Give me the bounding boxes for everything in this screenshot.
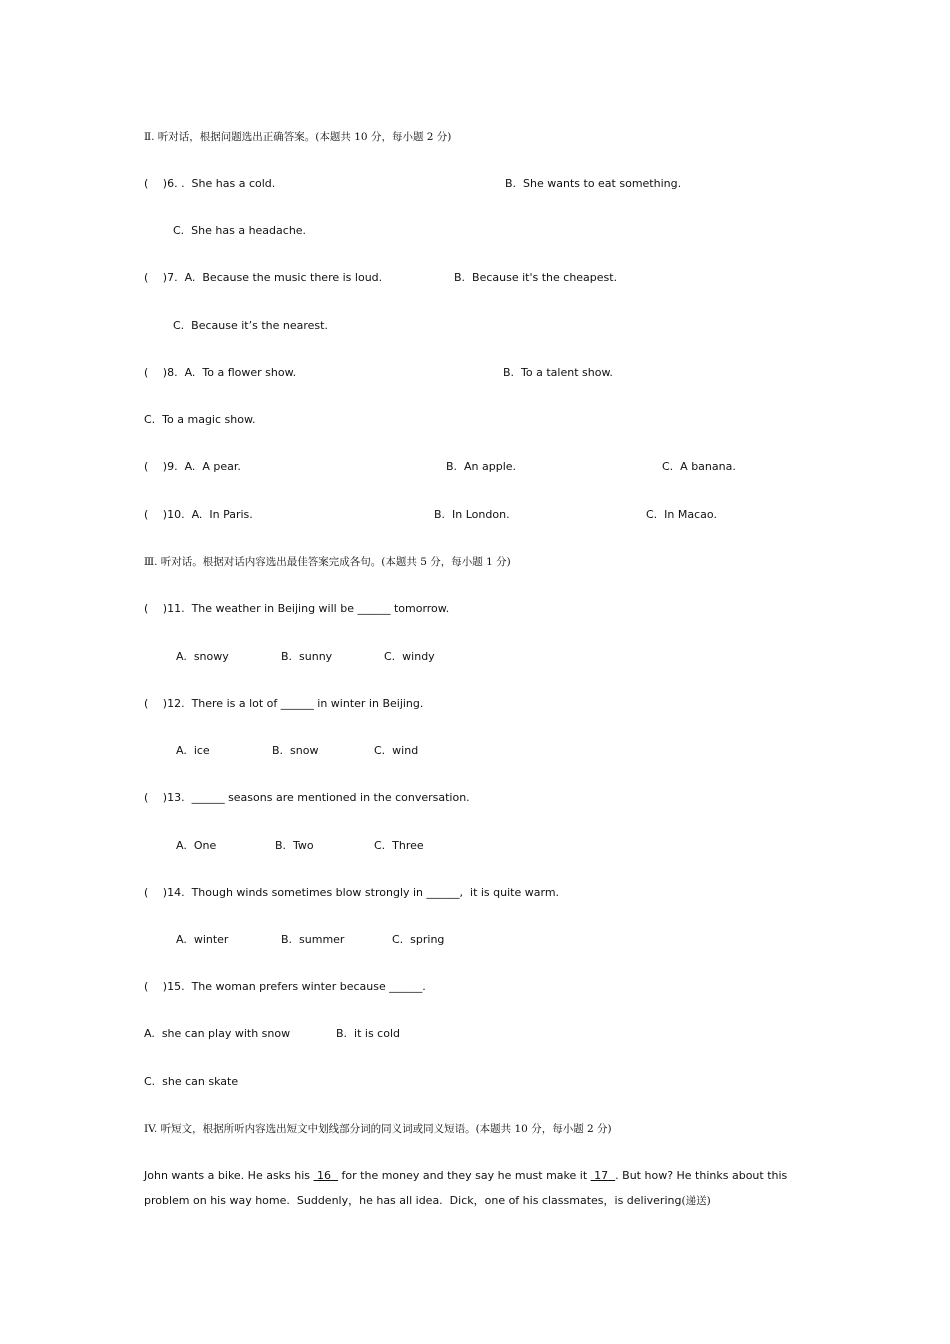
question-7-option-c: C. Because it’s the nearest. — [173, 319, 328, 332]
question-12-option-c: C. wind — [374, 744, 419, 757]
question-14-option-a: A. winter — [176, 933, 229, 946]
question-10-stem: ( )10. A. In Paris. — [144, 508, 253, 521]
question-11-option-b: B. sunny — [281, 650, 333, 663]
passage-text: John wants a bike. He asks his — [144, 1169, 314, 1182]
question-6-stem: ( )6. . She has a cold. — [144, 177, 276, 190]
question-15-option-a: A. she can play with snow — [144, 1027, 291, 1040]
question-15-option-b: B. it is cold — [336, 1027, 401, 1040]
question-13-stem: ( )13. ______ seasons are mentioned in the conversation. — [144, 791, 470, 804]
question-9-option-b: B. An apple. — [446, 460, 517, 473]
question-9-option-c: C. A banana. — [662, 460, 736, 473]
question-15-option-c: C. she can skate — [144, 1075, 239, 1088]
question-13-option-b: B. Two — [275, 839, 314, 852]
passage-gloss: (递送) — [681, 1195, 711, 1207]
section-2-heading: Ⅱ. 听对话，根据问题选出正确答案。(本题共 10 分，每小题 2 分) — [144, 131, 452, 143]
question-6-option-c: C. She has a headache. — [173, 224, 307, 237]
question-14-option-c: C. spring — [392, 933, 445, 946]
question-11-stem: ( )11. The weather in Beijing will be ______ tomorrow. — [144, 602, 450, 615]
question-12-stem: ( )12. There is a lot of ______ in winter in Beijing. — [144, 697, 424, 710]
passage-text: for the money and they say he must make it — [338, 1169, 591, 1182]
question-8-option-c: C. To a magic show. — [144, 413, 256, 426]
question-9-stem: ( )9. A. A pear. — [144, 460, 241, 473]
question-12-option-b: B. snow — [272, 744, 319, 757]
section-4-heading: IV. 听短文，根据所听内容选出短文中划线部分词的同义词或同义短语。(本题共 10 分，每小题 2 分) — [144, 1123, 612, 1135]
question-10-option-b: B. In London. — [434, 508, 510, 521]
question-13-option-a: A. One — [176, 839, 217, 852]
question-8-stem: ( )8. A. To a flower show. — [144, 366, 297, 379]
question-6-option-b: B. She wants to eat something. — [505, 177, 682, 190]
section-3-heading: Ⅲ. 听对话。根据对话内容选出最佳答案完成各句。(本题共 5 分，每小题 1 分) — [144, 556, 511, 568]
blank-17: 17 — [590, 1169, 616, 1182]
passage-line-1 — [144, 1169, 787, 1183]
question-11-option-c: C. windy — [384, 650, 435, 663]
question-12-option-a: A. ice — [176, 744, 210, 757]
blank-16: 16 — [313, 1169, 339, 1182]
passage-text: . But how? He thinks about this — [615, 1169, 788, 1182]
passage-line-2 — [144, 1194, 711, 1208]
question-8-option-b: B. To a talent show. — [503, 366, 613, 379]
question-14-option-b: B. summer — [281, 933, 345, 946]
question-11-option-a: A. snowy — [176, 650, 229, 663]
question-14-stem: ( )14. Though winds sometimes blow strongly in ______, it is quite warm. — [144, 886, 560, 899]
passage-text: problem on his way home. Suddenly，he has all idea. Dick，one of his classmates，is delivering — [144, 1194, 682, 1207]
question-7-option-b: B. Because it's the cheapest. — [454, 271, 618, 284]
question-15-stem: ( )15. The woman prefers winter because ______. — [144, 980, 426, 993]
question-13-option-c: C. Three — [374, 839, 424, 852]
question-10-option-c: C. In Macao. — [646, 508, 717, 521]
question-7-stem: ( )7. A. Because the music there is loud. — [144, 271, 383, 284]
